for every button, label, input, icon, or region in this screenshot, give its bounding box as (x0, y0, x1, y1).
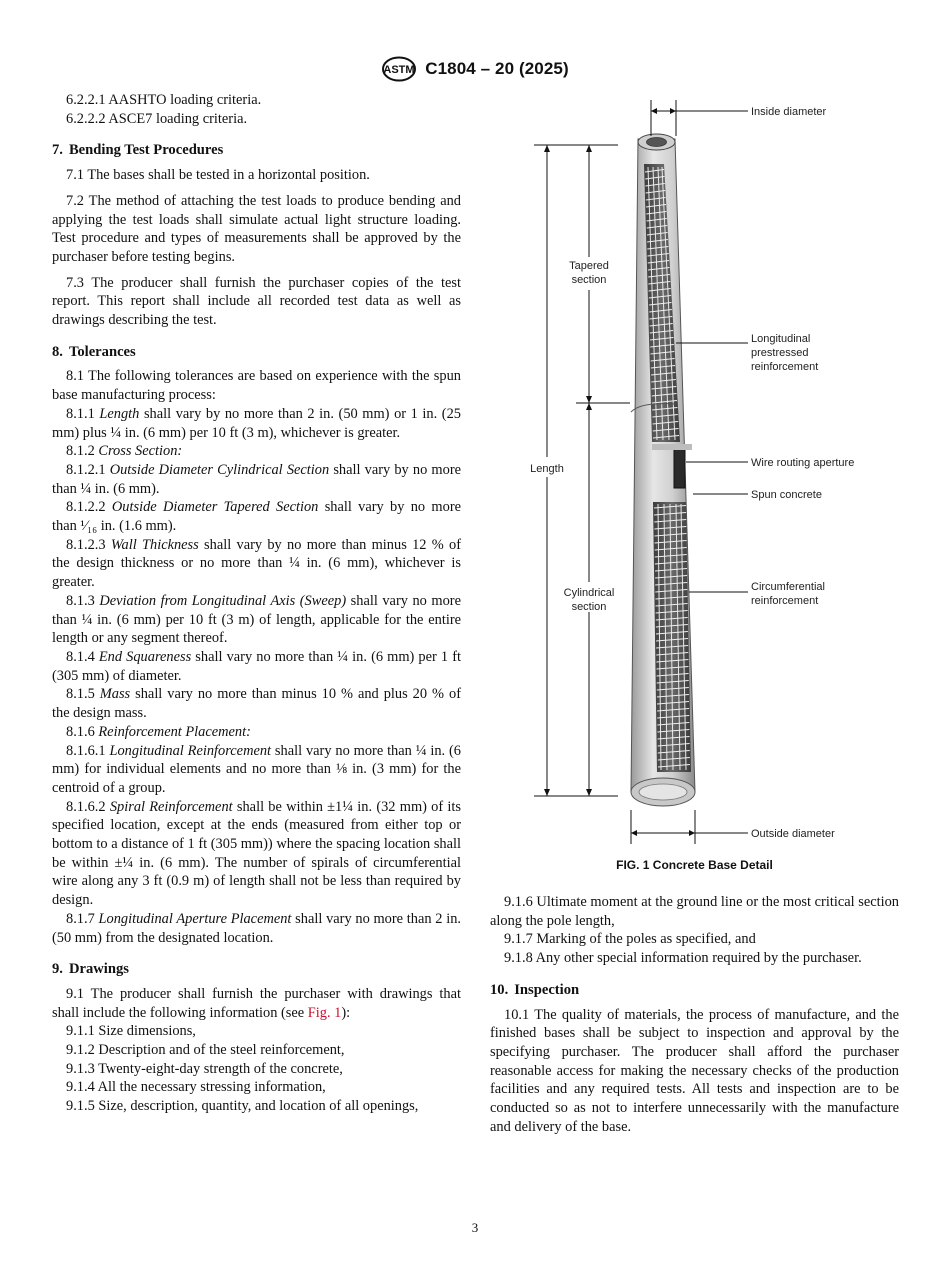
label-tapered-2: section (571, 274, 607, 286)
wire-aperture (674, 448, 685, 488)
outside-diameter-dimension (631, 810, 748, 844)
para-6-2-2-1: 6.2.2.1 AASHTO loading criteria. (66, 92, 262, 108)
para-9-1: 9.1 The producer shall furnish the purchaser with drawings that shall include the following information (see Fig. 1): (52, 985, 461, 1021)
label-circumferential-2: reinforcement (751, 595, 819, 607)
label-cylindrical-1: Cylindrical (563, 587, 615, 599)
page-number: 3 (471, 1220, 479, 1235)
pole-base-bore (639, 784, 687, 800)
para-8-1: 8.1 The following tolerances are based on experience with the spun base manufacturing process: (52, 368, 461, 404)
para-7-2: 7.2 The method of attaching the test loads to produce bending and applying the test loads shall simulate actual light structure loading. Test procedure and types of measurements shall be approved by the purchaser before testing begins. (52, 192, 461, 265)
right-column (490, 893, 899, 1136)
label-wire-routing: Wire routing aperture (751, 457, 855, 469)
para-9-1-8: 9.1.8 Any other special information required by the purchaser. (504, 950, 862, 967)
para-7-3: 7.3 The producer shall furnish the purchaser copies of the test report. This report shall include all recorded test data as well as drawings describing the test. (52, 274, 461, 329)
para-9-1-7: 9.1.7 Marking of the poles as specified, and (504, 931, 756, 948)
label-inside-diameter: Inside diameter (751, 106, 827, 118)
label-longitudinal-1: Longitudinal (751, 333, 811, 345)
figure-1-concrete-base (490, 92, 910, 882)
para-9-1-6: 9.1.6 Ultimate moment at the ground line or the most critical section along the pole length, (490, 894, 899, 929)
label-circumferential-1: Circumferential (751, 581, 825, 593)
page-header (0, 56, 950, 82)
para-7-1: 7.1 The bases shall be tested in a horizontal position. (66, 167, 370, 184)
para-8-1-4: 8.1.4 End Squareness shall vary no more than ¼ in. (6 mm) per 1 ft (305 mm) of diameter. (52, 648, 461, 684)
para-8-1-7: 8.1.7 Longitudinal Aperture Placement shall vary no more than 2 in. (50 mm) from the designated location. (52, 910, 461, 946)
label-outside-diameter: Outside diameter (751, 828, 835, 840)
para-8-1-6: 8.1.6 Reinforcement Placement: (66, 723, 251, 740)
para-8-1-2: 8.1.2 Cross Section: (66, 443, 183, 460)
section-7-heading: 7. Bending Test Procedures (52, 142, 224, 159)
label-cylindrical-2: section (571, 601, 607, 613)
inside-diameter-dimension (651, 100, 748, 136)
logo-text: ASTM (383, 64, 415, 76)
label-longitudinal-3: reinforcement (751, 361, 819, 373)
para-8-1-2-2: 8.1.2.2 Outside Diameter Tapered Section shall vary by no more than ¹⁄₁₆ in. (1.6 mm). (52, 499, 462, 535)
section-9-heading: 9. Drawings (52, 961, 129, 978)
para-8-1-2-1: 8.1.2.1 Outside Diameter Cylindrical Section shall vary by no more than ¼ in. (6 mm). (52, 461, 462, 497)
left-column (52, 91, 461, 1116)
aperture-band (652, 444, 692, 450)
label-longitudinal-2: prestressed (751, 347, 809, 359)
para-6-2-2-2: 6.2.2.2 ASCE7 loading criteria. (66, 110, 248, 127)
pole-top-bore (647, 138, 667, 147)
para-8-1-3: 8.1.3 Deviation from Longitudinal Axis (Sweep) shall vary no more than ¼ in. (6 mm) per 10 ft (3 m) of length, applicable for the entire length or any segment thereof. (52, 592, 461, 647)
para-8-1-2-3: 8.1.2.3 Wall Thickness shall vary by no more than minus 12 % of the design thickness or no more than ¼ in. (6 mm), whichever is greater. (52, 536, 462, 591)
para-9-1-5: 9.1.5 Size, description, quantity, and location of all openings, (66, 1098, 419, 1115)
para-9-1-3: 9.1.3 Twenty-eight-day strength of the concrete, (66, 1060, 343, 1077)
label-spun-concrete: Spun concrete (751, 489, 822, 501)
section-10-heading: 10. Inspection (490, 981, 580, 998)
para-8-1-6-2: 8.1.6.2 Spiral Reinforcement shall be within ±1¼ in. (32 mm) of its specified location, except at the ends (measured from either top or bottom to a distance of 1 ft (305 mm)) where the spacing location shall be within ±¼ in. (6 mm). The number of spirals of circumferential wire along any 3 ft (0.9 m) of length shall not be less than required by design. (52, 798, 461, 909)
document-designation: C1804 – 20 (2025) (425, 59, 569, 78)
section-8-heading: 8. Tolerances (52, 343, 136, 360)
concrete-base-illustration (490, 92, 910, 852)
astm-logo-icon (381, 56, 417, 82)
tapered-dimension (576, 145, 630, 796)
figure-1-link[interactable]: Fig. 1 (307, 1004, 342, 1021)
para-8-1-6-1: 8.1.6.1 Longitudinal Reinforcement shall vary no more than ¼ in. (6 mm) for individual elements and no more than ⅛ in. (3 mm) for the centroid of a group. (52, 742, 461, 796)
para-10-1: 10.1 The quality of materials, the process of manufacture, and the finished bases shall be subject to inspection and approval by the specifying purchaser. The producer shall afford the purchaser reasonable access for making the necessary checks of the production facilities and any required tests. All tests and inspection are to be conducted so as not to interfere unnecessarily with the manufacture and delivery of the base. (490, 1006, 899, 1135)
para-8-1-1: 8.1.1 Length shall vary by no more than 2 in. (50 mm) or 1 in. (25 mm) plus ¼ in. (6 mm) per 10 ft (3 m), whichever is greater. (52, 405, 461, 441)
para-9-1-2: 9.1.2 Description and of the steel reinforcement, (66, 1042, 345, 1059)
para-9-1-1: 9.1.1 Size dimensions, (66, 1023, 196, 1040)
para-8-1-5: 8.1.5 Mass shall vary no more than minus 10 % and plus 20 % of the design mass. (52, 686, 461, 722)
label-tapered-1: Tapered (569, 260, 609, 272)
label-length: Length (530, 463, 564, 475)
para-9-1-4: 9.1.4 All the necessary stressing information, (66, 1079, 326, 1096)
figure-caption: FIG. 1 Concrete Base Detail (616, 858, 773, 872)
